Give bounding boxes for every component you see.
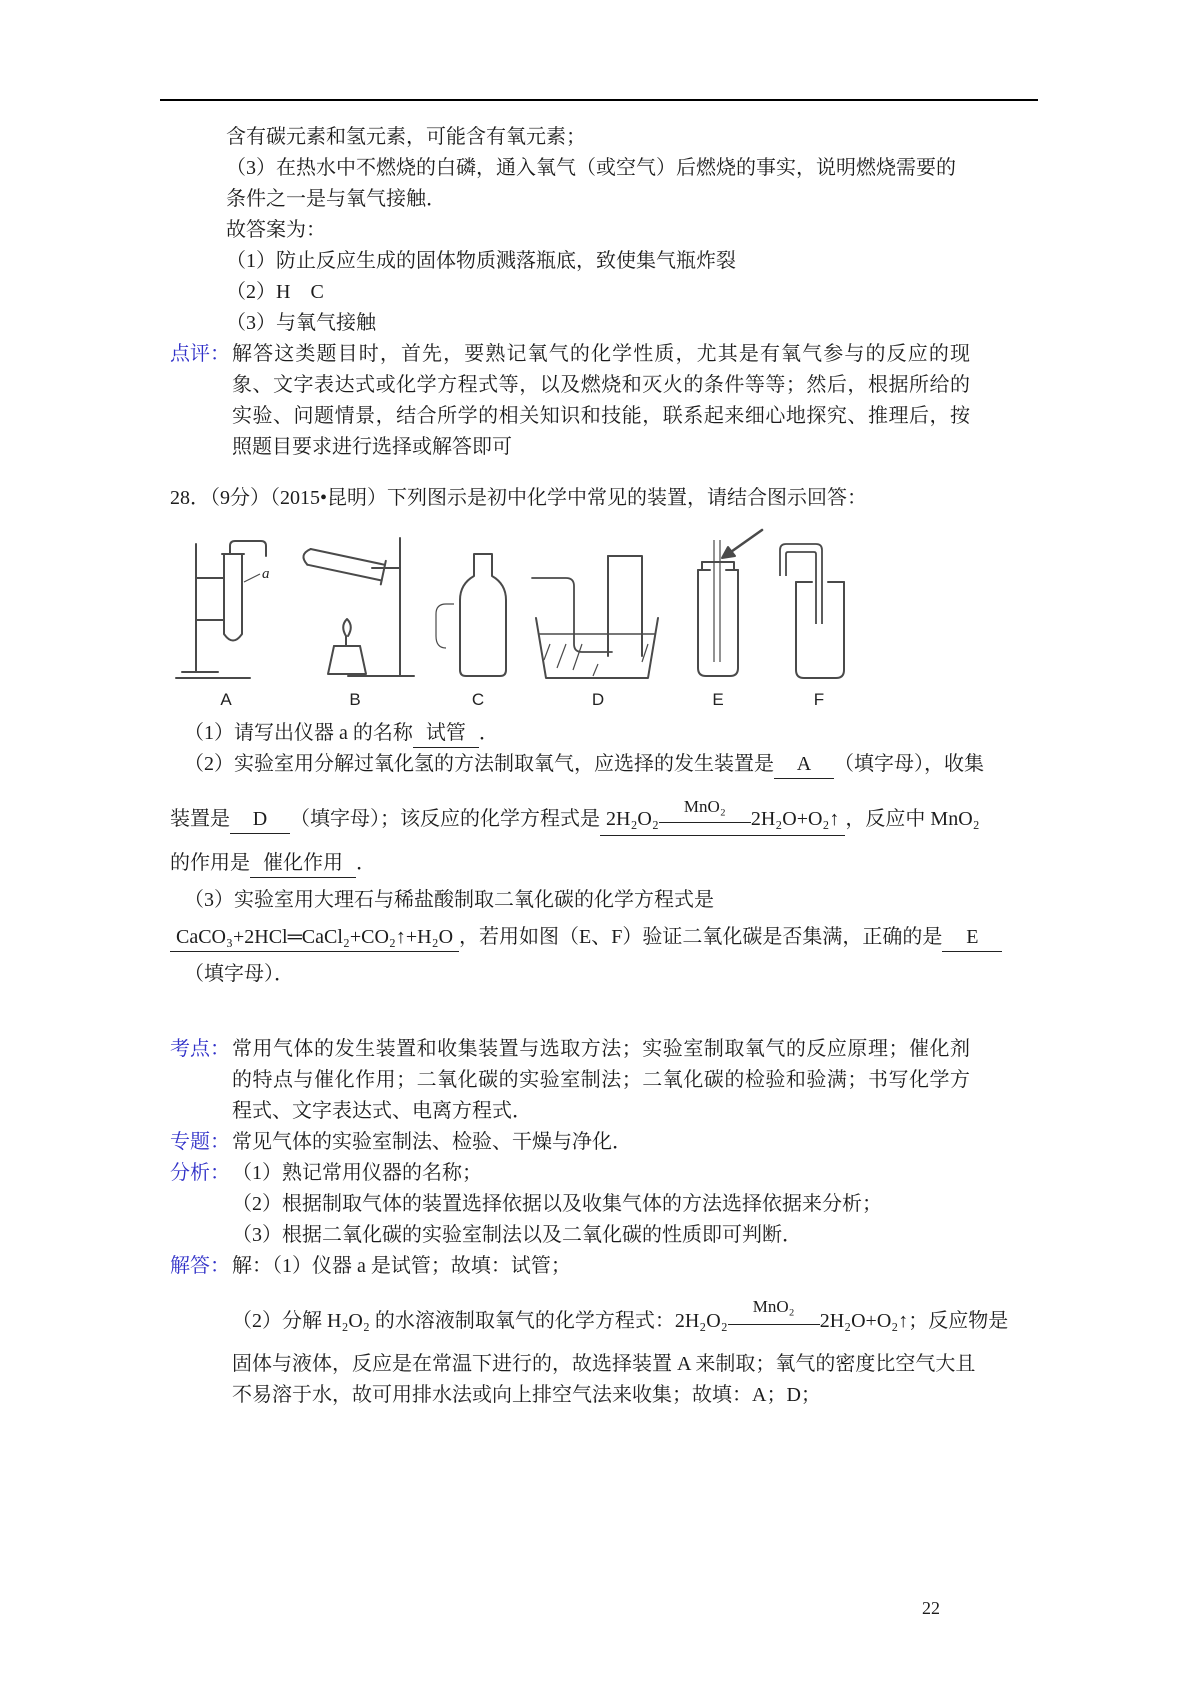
part2-answer-generator: A xyxy=(774,751,834,779)
question-part3-line1: （3）实验室用大理石与稀盐酸制取二氧化碳的化学方程式是 xyxy=(184,889,714,911)
keypoints-label: 考点： xyxy=(170,1038,230,1060)
solution-text-2: ；反应物是 xyxy=(908,1310,1009,1332)
analysis-text xyxy=(232,1158,970,1251)
apparatus-d-figure xyxy=(528,524,668,686)
question-part3-line2 xyxy=(170,922,979,953)
solution-condition-arrow xyxy=(728,1297,820,1337)
solution-equation-right: 2H₂O+O₂↑ xyxy=(819,1310,909,1332)
equation-catalyst-label: MnO₂ xyxy=(683,797,726,816)
page-number: 22 xyxy=(922,1598,940,1618)
part2-answer-catalysis: 催化作用 xyxy=(250,850,356,878)
apparatus-a-figure xyxy=(170,524,282,686)
question-part2-line2 xyxy=(170,797,980,836)
text-line: （1）防止反应生成的固体物质溅落瓶底，致使集气瓶炸裂 xyxy=(226,250,736,272)
equation-left: 2H₂O₂ xyxy=(606,808,659,830)
part2-equation-blank xyxy=(600,797,845,836)
solution-text xyxy=(232,1251,1009,1411)
solution-line3: 固体与液体，反应是在常温下进行的，故选择装置 A 来制取；氧气的密度比空气大且 xyxy=(232,1353,976,1375)
part2-text-3: 装置是 xyxy=(170,808,230,830)
apparatus-c xyxy=(428,524,528,710)
apparatus-f-figure xyxy=(768,524,870,686)
apparatus-letter-a: A xyxy=(220,690,232,709)
part2-period: ． xyxy=(356,852,376,874)
solution-line4: 不易溶于水，故可用排水法或向上排空气法来收集；故填：A；D； xyxy=(232,1384,821,1406)
apparatus-e-figure xyxy=(668,524,768,686)
apparatus-letter-f: F xyxy=(813,690,825,709)
part2-text-1: （2）实验室用分解过氧化氢的方法制取氧气，应选择的发生装置是 xyxy=(184,753,774,775)
keypoints-block xyxy=(170,1034,970,1127)
part2-text-4: （填字母）；该反应的化学方程式是 xyxy=(290,808,600,830)
apparatus-b xyxy=(282,524,428,710)
text-line: 含有碳元素和氢元素，可能含有氧元素； xyxy=(226,126,586,148)
comment-text: 解答这类题目时，首先，要熟记氧气的化学性质，尤其是有氧气参与的反应的现象、文字表达式或化学方程式等，以及燃烧和灭火的条件等等；然后，根据所给的实验、问题情景，结合所学的相关知识和技能，联系起来细心地探究、推理后，按照题目要求进行选择或解答即可 xyxy=(232,343,970,458)
apparatus-letter-e: E xyxy=(712,690,724,709)
apparatus-e xyxy=(668,524,768,710)
part2-text-5: ，反应中 MnO₂ xyxy=(845,808,980,830)
solution-equation-left: 2H₂O₂ xyxy=(674,1310,728,1332)
text-line: 条件之一是与氧气接触． xyxy=(226,188,446,210)
question-part2-line3 xyxy=(170,848,970,879)
header-rule xyxy=(160,99,1038,101)
part2-text-2: （填字母），收集 xyxy=(834,753,984,775)
part1-period: ． xyxy=(478,722,499,744)
equation-condition-arrow xyxy=(659,797,751,835)
apparatus-f xyxy=(768,524,870,710)
analysis-line: （1）熟记常用仪器的名称； xyxy=(232,1162,482,1184)
text-line: 故答案为： xyxy=(226,219,326,241)
topic-label: 专题： xyxy=(170,1131,230,1153)
text-line: （2）H C xyxy=(226,281,324,303)
analysis-line: （3）根据二氧化碳的实验室制法以及二氧化碳的性质即可判断． xyxy=(232,1224,802,1246)
apparatus-c-figure xyxy=(428,524,528,686)
apparatus-b-figure xyxy=(282,524,428,686)
part1-answer-blank: 试管 xyxy=(413,720,479,748)
page-content xyxy=(170,122,1009,1411)
solution-equation-line xyxy=(232,1297,1009,1337)
question-28-stem: 28．（9分）（2015•昆明）下列图示是初中化学中常见的装置，请结合图示回答： xyxy=(170,487,868,509)
text-line: （3）在热水中不燃烧的白磷，通入氧气（或空气）后燃烧的事实，说明燃烧需要的 xyxy=(226,157,956,179)
part1-text: （1）请写出仪器 a 的名称 xyxy=(184,722,413,744)
analysis-block xyxy=(170,1158,970,1251)
topic-text: 常见气体的实验室制法、检验、干燥与净化． xyxy=(232,1131,632,1153)
apparatus-figure xyxy=(170,524,870,710)
apparatus-letter-b: B xyxy=(349,690,361,709)
keypoints-text: 常用气体的发生装置和收集装置与选取方法；实验室制取氧气的反应原理；催化剂的特点与催化作用；二氧化碳的实验室制法；二氧化碳的检验和验满；书写化学方程式、文字表达式、电离方程式． xyxy=(232,1038,970,1122)
apparatus-d xyxy=(528,524,668,710)
question-part3-line3: （填字母）． xyxy=(184,963,294,985)
solution-catalyst-label: MnO₂ xyxy=(752,1297,795,1316)
solution-block xyxy=(170,1251,1009,1411)
comment-label: 点评： xyxy=(170,343,230,365)
analysis-label: 分析： xyxy=(170,1162,230,1184)
part2-text-6: 的作用是 xyxy=(170,852,250,874)
apparatus-a-pointer-label: a xyxy=(262,566,270,582)
solution-text-1: （2）分解 H₂O₂ 的水溶液制取氧气的化学方程式： xyxy=(232,1310,675,1332)
question-part1 xyxy=(184,718,970,749)
apparatus-letter-d: D xyxy=(591,690,605,709)
topic-block xyxy=(170,1127,970,1158)
apparatus-letter-c: C xyxy=(471,690,485,709)
solution-line1: 解：（1）仪器 a 是试管；故填：试管； xyxy=(232,1255,571,1277)
part3-answer-blank: E xyxy=(942,924,1002,952)
analysis-line: （2）根据制取气体的装置选择依据以及收集气体的方法选择依据来分析； xyxy=(232,1193,882,1215)
part2-answer-collector: D xyxy=(230,806,290,834)
question-part2-line1 xyxy=(184,749,984,780)
text-line: （3）与氧气接触 xyxy=(226,312,376,334)
apparatus-a xyxy=(170,524,282,710)
part3-text-1: ，若用如图（E、F）验证二氧化碳是否集满，正确的是 xyxy=(459,926,943,948)
equation-right: 2H₂O+O₂↑ xyxy=(750,808,840,830)
previous-answer-block xyxy=(226,122,970,339)
comment-block xyxy=(170,339,970,463)
solution-label: 解答： xyxy=(170,1255,230,1277)
part3-equation-blank: CaCO₃+2HCl═CaCl₂+CO₂↑+H₂O xyxy=(170,924,459,952)
